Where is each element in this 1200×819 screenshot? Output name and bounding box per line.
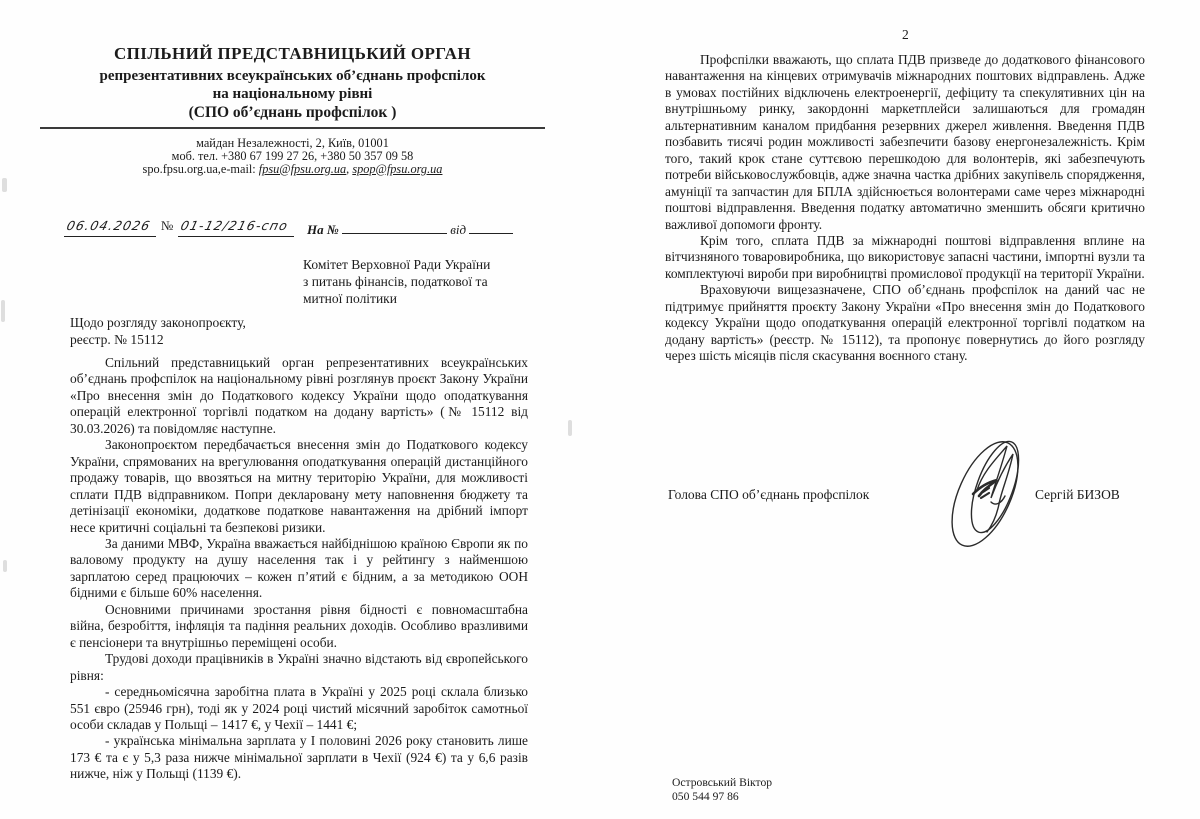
signer-name: Сергій БИЗОВ bbox=[1035, 487, 1120, 502]
scan-artifact bbox=[568, 420, 572, 436]
paragraph: За даними МВФ, Україна вважається найбіднішою країною Європи як по валовому продукту на душу населення так і у рейтингу з найменшою зарплатою серед працюючих – кожен п’ятий є бідним, а за методикою ООН бідними є більше 60% населення. bbox=[70, 535, 528, 601]
letterhead-divider bbox=[40, 127, 545, 129]
executor-block bbox=[672, 776, 772, 804]
recipient-line: митної політики bbox=[303, 291, 397, 306]
executor-phone: 050 544 97 86 bbox=[672, 790, 739, 803]
recipient-block bbox=[303, 256, 513, 307]
org-subtitle-3: (СПО об’єднань профспілок ) bbox=[188, 104, 397, 121]
org-website: spo.fpsu.org.ua,e-mail: bbox=[142, 161, 259, 176]
ref-number-handwritten: 01-12/216-спо bbox=[179, 218, 291, 233]
vid-blank bbox=[469, 220, 513, 234]
na-no-blank bbox=[342, 220, 447, 234]
recipient-line: з питань фінансів, податкової та bbox=[303, 274, 488, 289]
signature-scribble-icon bbox=[925, 432, 1055, 562]
page-1-body bbox=[70, 355, 528, 783]
number-sign: № bbox=[160, 218, 174, 233]
paragraph: Основними причинами зростання рівня бідності є повномасштабна війна, безробіття, інфляція та падіння реальних доходів. Особливо вразливими є пенсіонери та внутрішньо переміщені особи. bbox=[70, 601, 528, 650]
date-handwritten: 06.04.2026 bbox=[65, 218, 153, 233]
signer-position: Голова СПО об’єднань профспілок bbox=[668, 487, 870, 502]
org-title: СПІЛЬНИЙ ПРЕДСТАВНИЦЬКИЙ ОРГАН bbox=[114, 44, 471, 63]
na-no-label: На № bbox=[307, 222, 339, 237]
paragraph: Крім того, сплата ПДВ за міжнародні поштові відправлення вплине на вітчизняного товаровиробника, що використовує запасні частини, імпортні вузли та комплектуючі вироби при виробництві промислової продукції на території України. bbox=[665, 232, 1145, 281]
paragraph: Спільний представницький орган репрезентативних всеукраїнських об’єднань профспілок на національному рівні розглянув проєкт Закону України «Про внесення змін до Податкового кодексу України щодо оподаткування операцій електронної торгівлі податком на додану вартість» (№ 15112 від 30.03.2026) та повідомляє наступне. bbox=[70, 355, 528, 436]
bullet-paragraph: - українська мінімальна зарплата у І половині 2026 року становить лише 173 € та є у 5,3 раза нижче мінімальної зарплати в Чехії (924 €) та у 6,6 разів нижче, ніж у Польщі (1139 €). bbox=[70, 733, 528, 782]
reference-row bbox=[0, 216, 600, 242]
page-2 bbox=[600, 0, 1200, 819]
subject-line: реєстр. № 15112 bbox=[70, 332, 164, 347]
paragraph: Трудові доходи працівників в Україні значно відстають від європейського рівня: bbox=[70, 651, 528, 683]
paragraph: Профспілки вважають, що сплата ПДВ призведе до додаткового фінансового навантаження на кінцевих отримувачів міжнародних поштових відправлень. Адже в умовах постійних відключень електроенергії, дефіциту та спекулятивних цін на внутрішньому ринку, закордонні маркетплейси залишаються для громадян альтернативним каналом придбання резервних джерел живлення. Введення ПДВ позбавить тисячі родин можливості забезпечити базову енергонезалежність. Крім того, такий крок стане суттєвою перешкодою для волонтерів, які забезпечують потреби військовослужбовців, адже значна частка дрібних закупівель спорядження, амуніції та запчастин для БПЛА здійснюється волонтерами саме через міжнародні поштові відправлення. Введення податку автоматично зменшить обсяги критично важливої допомоги фронту. bbox=[665, 52, 1145, 232]
org-web-line bbox=[40, 163, 545, 177]
executor-name: Островський Віктор bbox=[672, 776, 773, 789]
scan-artifact bbox=[1, 300, 5, 322]
subject-block bbox=[70, 314, 300, 348]
paragraph: Законопроєктом передбачається внесення змін до Податкового кодексу України, спрямованих на врегулювання оподаткування операцій дистанційного продажу товарів, що ввозяться на митну територію України, для можливості сплати ПДВ відправником. Попри декларовану мету наповнення бюджету та детінізації економіки, додаткове податкове навантаження на дрібний імпорт несе критичні соціальні та безпекові ризики. bbox=[70, 437, 528, 535]
vid-label: від bbox=[450, 222, 467, 237]
org-address: майдан Незалежності, 2, Київ, 01001 bbox=[196, 136, 389, 150]
subject-line: Щодо розгляду законопроєкту, bbox=[70, 315, 246, 330]
recipient-line: Комітет Верховної Ради України bbox=[303, 257, 491, 272]
scan-artifact bbox=[3, 560, 7, 572]
letterhead bbox=[40, 44, 545, 176]
outgoing-ref bbox=[64, 218, 294, 237]
page-number: 2 bbox=[902, 27, 909, 42]
bullet-paragraph: - середньомісячна заробітна плата в Україні у 2025 році склала близько 551 євро (25946 грн), тоді як у 2024 році чистий місячний заробіток самотньої особи складав у Польщі – 1417 €, у Чехії – 1441 €; bbox=[70, 684, 528, 732]
paragraph: Враховуючи вищезазначене, СПО об’єднань профспілок на даний час не підтримує прийняття проєкту Закону України «Про внесення змін до Податкового кодексу України щодо оподаткування операцій електронної торгівлі податком на додану вартість» (реєстр. № 15112), та пропонує повернутись до його розгляду через шість місяців після скасування воєнного стану. bbox=[665, 282, 1145, 364]
org-subtitle-1: репрезентативних всеукраїнських об’єднань профспілок bbox=[99, 68, 486, 84]
org-email-1: fpsu@fpsu.org.ua bbox=[258, 161, 347, 176]
incoming-ref bbox=[307, 220, 513, 238]
org-subtitle-2: на національному рівні bbox=[212, 86, 373, 102]
org-phone: моб. тел. +380 67 199 27 26, +380 50 357 09 58 bbox=[171, 148, 414, 163]
org-email-2: spop@fpsu.org.ua bbox=[352, 161, 443, 176]
scan-artifact bbox=[2, 178, 7, 192]
page-2-body bbox=[665, 52, 1145, 365]
email-separator: , bbox=[346, 161, 353, 176]
